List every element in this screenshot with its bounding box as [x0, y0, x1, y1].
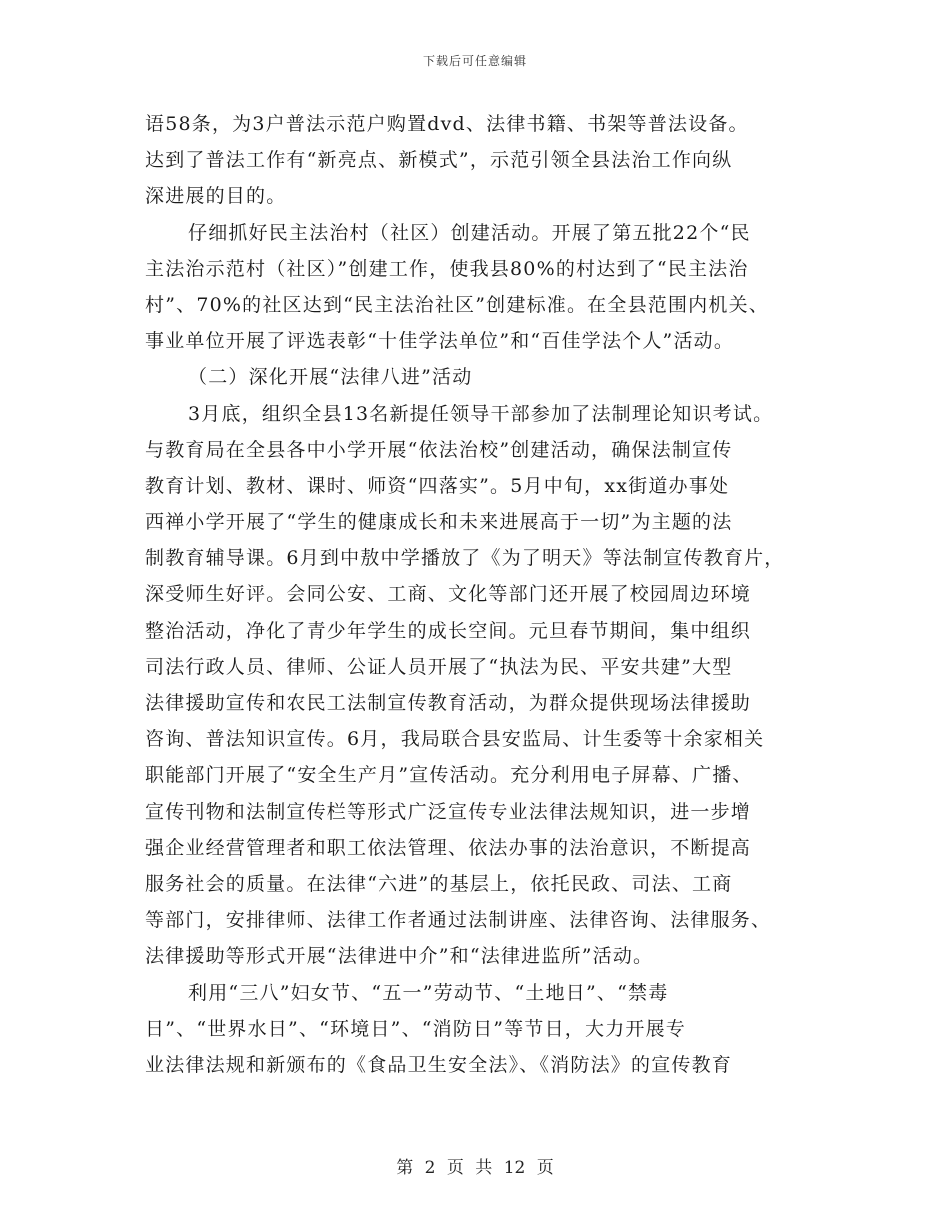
text-line: 业法律法规和新颁布的《食品卫生安全法》、《消防法》的宣传教育	[145, 1053, 733, 1076]
text-line: 日”、“世界水日”、“环境日”、“消防日”等节日，大力开展专	[145, 1017, 686, 1040]
text-line: 咨询、普法知识宣传。6月，我局联合县安监局、计生委等十余家相关	[145, 728, 765, 751]
text-line: 达到了普法工作有“新亮点、新模式”，示范引领全县法治工作向纵	[145, 149, 733, 172]
text-line: 教育计划、教材、课时、师资“四落实”。5月中旬，xx街道办事处	[145, 474, 730, 497]
text-line: 整治活动，净化了青少年学生的成长空间。元旦春节期间，集中组织	[145, 619, 752, 642]
text-line: 法律援助宣传和农民工法制宣传教育活动，为群众提供现场法律援助	[145, 692, 752, 714]
text-line: 等部门，安排律师、法律工作者通过法制讲座、法律咨询、法律服务、	[145, 909, 772, 932]
text-line: 职能部门开展了“安全生产月”宣传活动。充分利用电子屏幕、广播、	[145, 764, 753, 787]
text-line: 语58条，为3户普法示范户购置dvd、法律书籍、书架等普法设备。	[145, 113, 749, 135]
paragraph-start-line: 利用“三八”妇女节、“五一”劳动节、“土地日”、“禁毒	[188, 981, 669, 1004]
text-line: 司法行政人员、律师、公证人员开展了“执法为民、平安共建”大型	[145, 655, 733, 678]
text-line: 深进展的目的。	[145, 185, 287, 208]
text-line: 村”、70%的社区达到“民主法治社区”创建标准。在全县范围内机关、	[145, 293, 769, 316]
text-line: 宣传刊物和法制宣传栏等形式广泛宣传专业法律法规知识，进一步增	[145, 800, 752, 823]
text-line: 主法治示范村（社区）”创建工作，使我县80%的村达到了“民主法治	[145, 257, 749, 280]
text-line: 制教育辅导课。6月到中敖中学播放了《为了明天》等法制宣传教育片，	[145, 547, 785, 570]
text-line: 强企业经营管理者和职工依法管理、依法办事的法治意识，不断提高	[145, 836, 752, 859]
body-text	[145, 106, 825, 1083]
text-line: 与教育局在全县各中小学开展“依法治校”创建活动，确保法制宣传	[145, 438, 733, 461]
page-footer: 第 2 页 共 12 页	[396, 1158, 554, 1178]
text-line: 深受师生好评。会同公安、工商、文化等部门还开展了校园周边环境	[145, 583, 752, 606]
text-line: 服务社会的质量。在法律“六进”的基层上，依托民政、司法、工商	[145, 872, 733, 895]
text-line: 法律援助等形式开展“法律进中介”和“法律进监所”活动。	[145, 945, 654, 968]
text-line: 西禅小学开展了“学生的健康成长和未来进展高于一切”为主题的法	[145, 511, 733, 534]
paragraph-start-line: 仔细抓好民主法治村（社区）创建活动。开展了第五批22个“民	[188, 221, 751, 244]
section-heading: （二）深化开展“法律八进”活动	[188, 366, 473, 389]
text-line: 事业单位开展了评选表彰“十佳学法单位”和“百佳学法个人”活动。	[145, 330, 735, 353]
paragraph-start-line: 3月底，组织全县13名新提任领导干部参加了法制理论知识考试。	[188, 402, 774, 425]
page-header: 下载后可任意编辑	[422, 54, 527, 68]
